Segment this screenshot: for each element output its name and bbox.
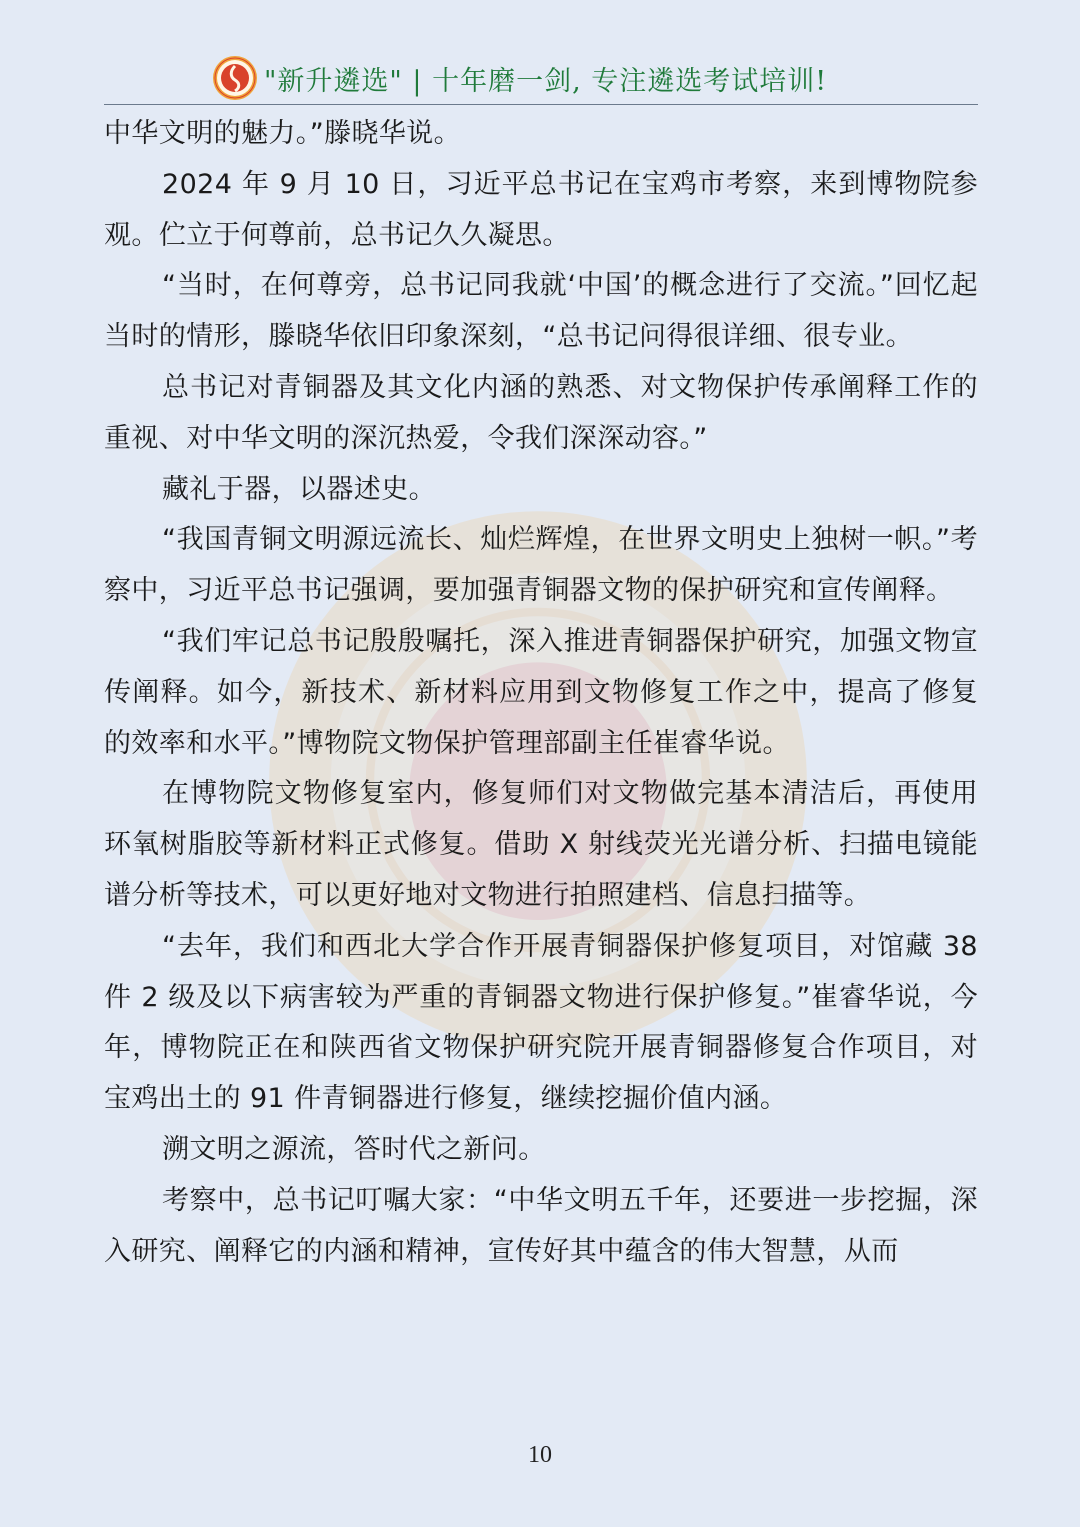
paragraph: 藏礼于器，以器述史。 bbox=[162, 473, 436, 505]
paragraph: 在博物院文物修复室内，修复师们对文物做完基本清洁后，再使用环氧树脂胶等新材料正式修复。借助 X 射线荧光光谱分析、扫描电镜能谱分析等技术，可以更好地对文物进行拍照建档、信息扫描等。 bbox=[104, 778, 978, 911]
paragraph: “去年，我们和西北大学合作开展青铜器保护修复项目，对馆藏 38 件 2 级及以下病害较为严重的青铜器文物进行保护修复。”崔睿华说，今年，博物院正在和陕西省文物保护研究院开展青铜器修复合作项目，对宝鸡出土的 91 件青铜器进行修复，继续挖掘价值内涵。 bbox=[104, 930, 978, 1115]
paragraph: 溯文明之源流，答时代之新问。 bbox=[162, 1133, 546, 1165]
logo-icon bbox=[212, 55, 258, 101]
paragraph: 考察中，总书记叮嘱大家：“中华文明五千年，还要进一步挖掘，深入研究、阐释它的内涵和精神，宣传好其中蕴含的伟大智慧，从而 bbox=[104, 1184, 978, 1267]
paragraph: 2024 年 9 月 10 日，习近平总书记在宝鸡市考察，来到博物院参观。伫立于何尊前，总书记久久凝思。 bbox=[104, 168, 978, 251]
paragraph: “我国青铜文明源远流长、灿烂辉煌，在世界文明史上独树一帜。”考察中，习近平总书记强调，要加强青铜器文物的保护研究和宣传阐释。 bbox=[104, 524, 978, 607]
paragraph: “当时，在何尊旁，总书记同我就‘中国’的概念进行了交流。”回忆起当时的情形，滕晓华依旧印象深刻，“总书记问得很详细、很专业。 bbox=[104, 270, 978, 353]
paragraph: 中华文明的魅力。”滕晓华说。 bbox=[104, 118, 462, 149]
paragraph: 总书记对青铜器及其文化内涵的熟悉、对文物保护传承阐释工作的重视、对中华文明的深沉热爱，令我们深深动容。” bbox=[104, 371, 978, 454]
paragraph: “我们牢记总书记殷殷嘱托，深入推进青铜器保护研究，加强文物宣传阐释。如今，新技术、新材料应用到文物修复工作之中，提高了修复的效率和水平。”博物院文物保护管理部副主任崔睿华说。 bbox=[104, 625, 978, 759]
page-header bbox=[104, 52, 978, 105]
article-body bbox=[104, 109, 978, 1277]
header-slogan: "新升遴选" | 十年磨一剑, 专注遴选考试培训! bbox=[264, 66, 828, 97]
page-number: 10 bbox=[528, 1442, 552, 1468]
